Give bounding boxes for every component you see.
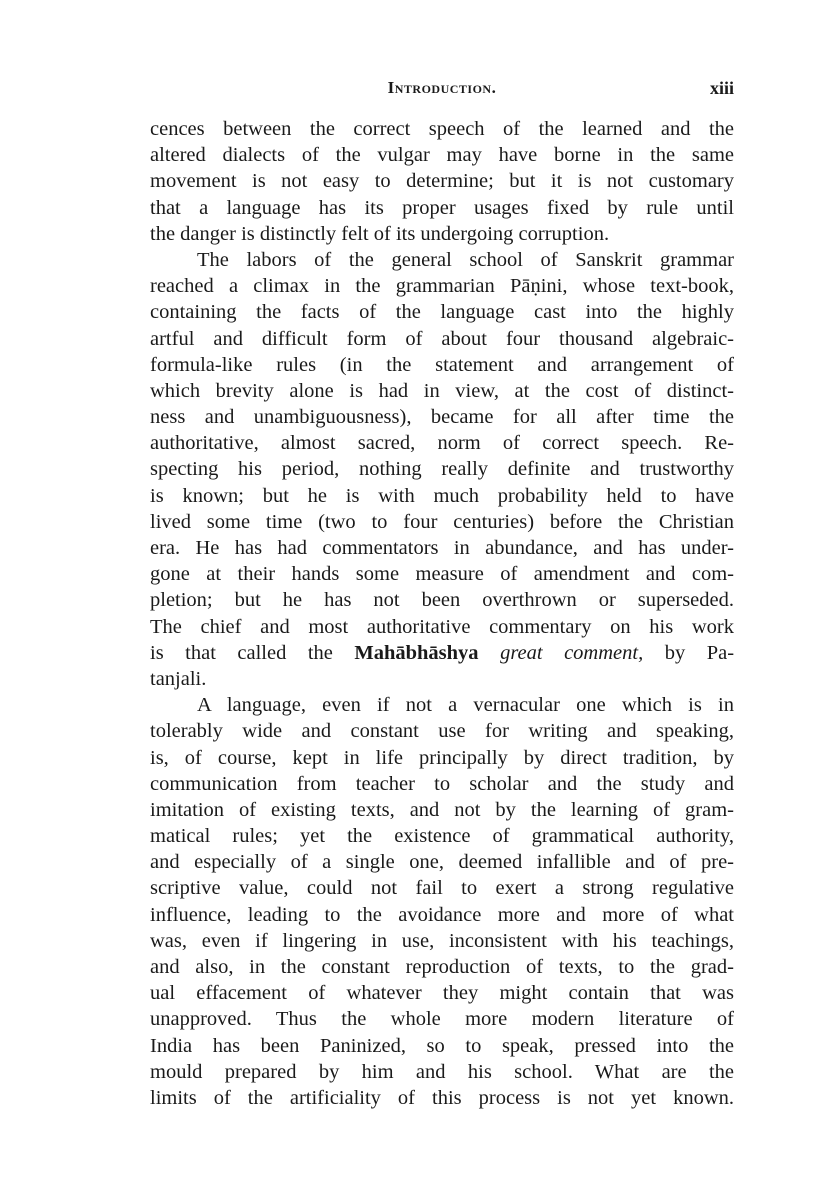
text-line: era. He has had commentators in abundance, and has under- <box>150 537 734 559</box>
text-line: matical rules; yet the existence of grammatical authority, <box>150 825 734 848</box>
text-line: India has been Paninized, so to speak, pressed into the <box>150 1034 734 1057</box>
text-line: altered dialects of the vulgar may have borne in the same <box>150 144 734 167</box>
text-line: ual effacement of whatever they might contain that was <box>150 982 734 1005</box>
text-line: lived some time (two to four centuries) before the Christian <box>150 510 734 533</box>
paragraph-start-line: The labors of the general school of Sanskrit grammar <box>197 248 734 271</box>
text-line: reached a climax in the grammarian Pāṇini, whose text-book, <box>150 275 734 298</box>
text-line: was, even if lingering in use, inconsistent with his teachings, <box>150 929 734 952</box>
running-head <box>150 78 734 102</box>
text-line: cences between the correct speech of the learned and the <box>150 118 734 140</box>
text-line: is, of course, kept in life principally by direct tradition, by <box>150 746 734 769</box>
text-line: which brevity alone is had in view, at the cost of distinct- <box>150 379 734 402</box>
text-line: mould prepared by him and his school. What are the <box>150 1060 734 1083</box>
text-line: artful and difficult form of about four thousand algebraic- <box>150 327 734 350</box>
sanskrit-title: Mahābhāshya <box>354 641 479 664</box>
text-line: specting his period, nothing really definite and trustworthy <box>150 458 734 481</box>
text-line: unapproved. Thus the whole more modern literature of <box>150 1008 734 1031</box>
text-line: tolerably wide and constant use for writing and speaking, <box>150 720 734 743</box>
text-line: movement is not easy to determine; but it is not customary <box>150 170 734 193</box>
text-line: communication from teacher to scholar and the study and <box>150 772 734 795</box>
text-line: and especially of a single one, deemed infallible and of pre- <box>150 851 734 874</box>
text-line: ness and unambiguousness), became for all after time the <box>150 406 734 429</box>
text-segment: by Pa- <box>664 641 735 664</box>
text-line: is known; but he is with much probability held to have <box>150 484 734 507</box>
text-line: limits of the artificiality of this process is not yet known. <box>150 1086 734 1109</box>
text-line: that a language has its proper usages fixed by rule until <box>150 196 734 219</box>
text-segment: is that called the <box>150 641 333 664</box>
text-line: influence, leading to the avoidance more and more of what <box>150 903 734 926</box>
running-title: Introduction. <box>387 78 497 97</box>
text-line: the danger is distinctly felt of its undergoing corruption. <box>150 222 610 245</box>
text-line: and also, in the constant reproduction of texts, to the grad- <box>150 956 734 978</box>
text-line: formula-like rules (in the statement and arrangement of <box>150 353 734 376</box>
text-line: gone at their hands some measure of amendment and com- <box>150 563 734 586</box>
text-line: pletion; but he has not been overthrown or superseded. <box>150 589 734 612</box>
text-line: imitation of existing texts, and not by the learning of gram- <box>150 798 734 821</box>
page-number: xiii <box>709 78 734 98</box>
text-line: scriptive value, could not fail to exert a strong regulative <box>150 877 734 900</box>
body-text <box>150 116 734 1111</box>
paragraph-start-line: A language, even if not a vernacular one which is in <box>197 694 734 717</box>
text-line-mixed <box>150 640 734 666</box>
text-line: authoritative, almost sacred, norm of correct speech. Re- <box>150 432 734 455</box>
text-line: tanjali. <box>150 667 207 690</box>
text-line: containing the facts of the language cast into the highly <box>150 301 734 324</box>
text-line: The chief and most authoritative commentary on his work <box>150 615 734 638</box>
title-gloss: great comment, <box>500 641 644 664</box>
